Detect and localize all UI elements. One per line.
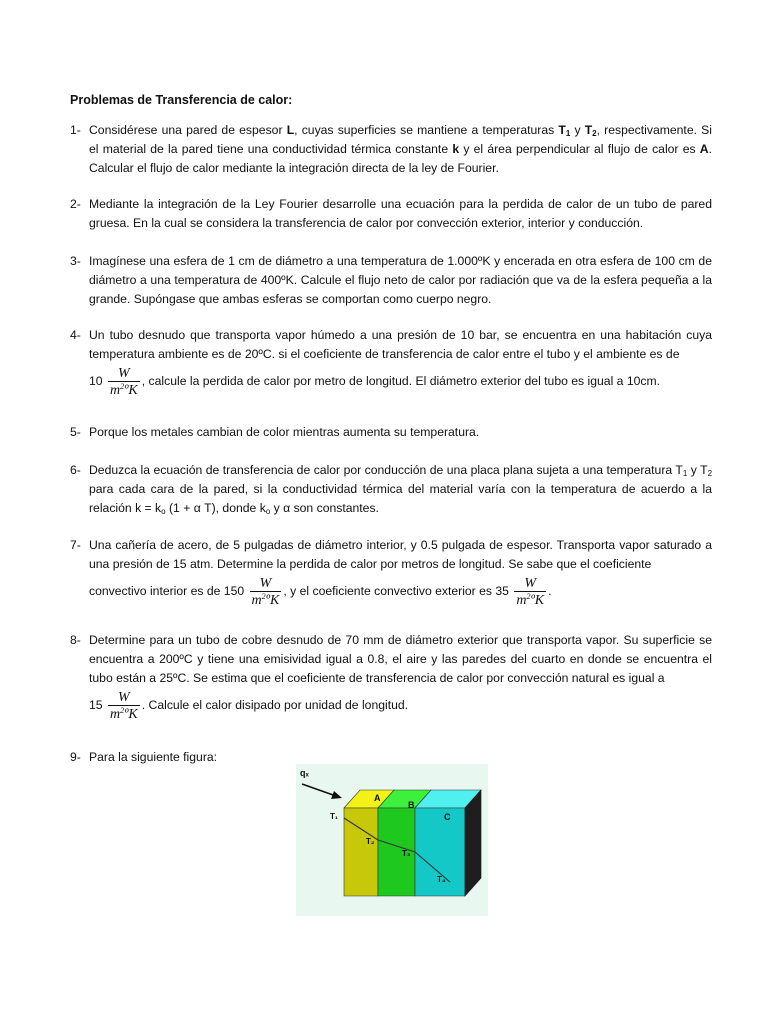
problem-text: Deduzca la ecuación de transferencia de calor por conducción de una placa plana sujeta a una temperatura $T_1$ y $T_2$ para cada cara de la pared, si la conductividad térmica del material varía con la temperatura de acuerdo a la relación $k = k_o$ (1 + α T), donde $k_o$ y α son constantes. <box>89 463 713 516</box>
problem-number: 9- <box>70 750 81 764</box>
unit-fraction: $\frac{W}{m^2ºK}$ <box>251 576 280 608</box>
problem-text: Una cañería de acero, de 5 pulgadas de diámetro interior, y 0.5 pulgada de espesor. Transporta vapor saturado a una presión de 15 atm. Determine la perdida de calor por metros de longitud. Se sabe que el coeficiente convectivo interior es de 150 $\frac{W}{m^2ºK}$ , y el coeficiente convectivo exterior es 35 $\frac{W}{m^2ºK}$ . <box>89 538 712 608</box>
label-block-c: C <box>444 812 451 822</box>
label-t4: T₄ <box>437 875 446 884</box>
problem-text: Imagínese una esfera de 1 cm de diámetro a una temperatura de 1.000ºK y encerada en otra esfera de 100 cm de diámetro a una temperatura de 400ºK. Calcule el flujo neto de calor por radiación que va de la esfera pequeña a la grande. Supóngase que ambas esferas se comportan como cuerpo negro. <box>89 254 712 306</box>
unit-fraction: $\frac{W}{m^2ºK}$ <box>516 576 545 608</box>
problem-2 <box>70 195 712 233</box>
composite-wall-figure <box>296 764 488 916</box>
problem-7 <box>70 536 712 608</box>
problem-number: 3- <box>70 254 81 268</box>
problem-number: 8- <box>70 633 81 647</box>
problem-text: Mediante la integración de la Ley Fourier desarrolle una ecuación para la perdida de calor de un tubo de pared gruesa. En la cual se considera la transferencia de calor por convección exterior, interior y conducción. <box>89 197 712 230</box>
problem-5 <box>70 423 712 442</box>
problem-6 <box>70 461 712 518</box>
label-block-a: A <box>374 793 381 803</box>
label-t3: T₃ <box>402 849 411 858</box>
label-t1: T₁ <box>330 812 339 821</box>
problem-8 <box>70 631 712 722</box>
unit-fraction: $\frac{W}{m^2ºK}$ <box>109 366 138 398</box>
problem-text: Considérese una pared de espesor L, cuyas superficies se mantiene a temperaturas $T_1$ y $T_2$, respectivamente. Si el material de la pared tiene una conductividad térmica constante k y el área perpendicular al flujo de calor es A. Calcular el flujo de calor mediante la integración directa de la ley de Fourier. <box>89 123 712 175</box>
problem-text: Para la siguiente figura: <box>89 750 218 764</box>
heat-flux-arrow <box>302 784 336 796</box>
problem-number: 1- <box>70 123 81 137</box>
problem-text: Un tubo desnudo que transporta vapor húmedo a una presión de 10 bar, se encuentra en una habitación cuya temperatura ambiente es de 20ºC. si el coeficiente de transferencia de calor entre el tubo y el ambiente es de 10 $\frac{W}{m^2ºK}$ , calcule la perdida de calor por metro de longitud. El diámetro exterior del tubo es igual a 10cm. <box>89 328 712 398</box>
label-t2: T₂ <box>366 837 375 846</box>
problem-number: 6- <box>70 463 81 477</box>
unit-fraction: $\frac{W}{m^2ºK}$ <box>109 690 138 722</box>
problem-number: 4- <box>70 328 81 342</box>
label-block-b: B <box>408 800 415 810</box>
problem-number: 2- <box>70 197 81 211</box>
problem-3 <box>70 252 712 309</box>
block-c-side <box>465 790 481 896</box>
problem-text: Determine para un tubo de cobre desnudo de 70 mm de diámetro exterior que transporta vapor. Su superficie se encuentra a 200ºC y tiene una emisividad igual a 0.8, el aire y las paredes del cuarto en donde se encuentra el tubo están a 25ºC. Se estima que el coeficiente de transferencia de calor por convección natural es igual a 15 $\frac{W}{m^2ºK}$ . Calcule el calor disipado por unidad de longitud. <box>89 633 712 722</box>
problem-1 <box>70 121 712 178</box>
problem-text: Porque los metales cambian de color mientras aumenta su temperatura. <box>89 425 480 439</box>
page-title: Problemas de Transferencia de calor: <box>70 93 293 107</box>
problem-number: 7- <box>70 538 81 552</box>
label-q: qₓ <box>300 768 309 778</box>
problem-number: 5- <box>70 425 81 439</box>
arrow-head-icon <box>331 791 342 799</box>
problem-4 <box>70 326 712 398</box>
